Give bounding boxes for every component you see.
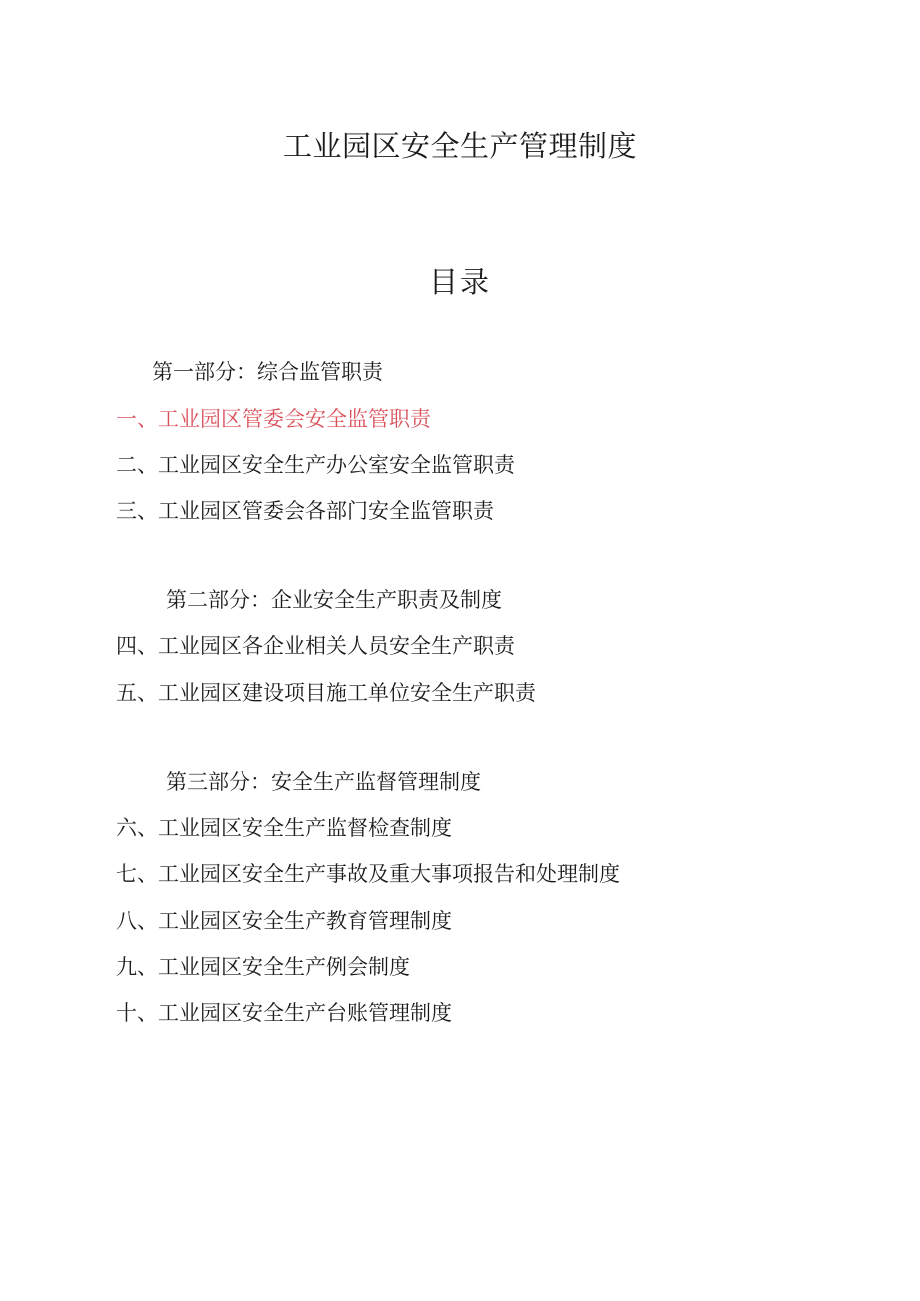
toc-entry-9: 九、工业园区安全生产例会制度 (116, 955, 410, 979)
part-heading-2: 第二部分：企业安全生产职责及制度 (166, 588, 502, 612)
part-heading-1: 第一部分：综合监管职责 (152, 360, 383, 384)
toc-entry-4: 四、工业园区各企业相关人员安全生产职责 (116, 634, 515, 658)
document-title: 工业园区安全生产管理制度 (282, 129, 637, 163)
toc-entry-5: 五、工业园区建设项目施工单位安全生产职责 (116, 681, 536, 705)
toc-entry-6: 六、工业园区安全生产监督检查制度 (116, 816, 452, 840)
toc-entry-3: 三、工业园区管委会各部门安全监管职责 (116, 499, 494, 523)
part-heading-3: 第三部分：安全生产监督管理制度 (166, 770, 481, 794)
toc-entry-1-link[interactable]: 一、工业园区管委会安全监管职责 (116, 407, 431, 431)
toc-entry-8: 八、工业园区安全生产教育管理制度 (116, 909, 452, 933)
toc-entry-2: 二、工业园区安全生产办公室安全监管职责 (116, 453, 515, 477)
toc-entry-10: 十、工业园区安全生产台账管理制度 (116, 1001, 452, 1025)
toc-heading: 目录 (428, 265, 491, 299)
toc-entry-7: 七、工业园区安全生产事故及重大事项报告和处理制度 (116, 862, 620, 886)
